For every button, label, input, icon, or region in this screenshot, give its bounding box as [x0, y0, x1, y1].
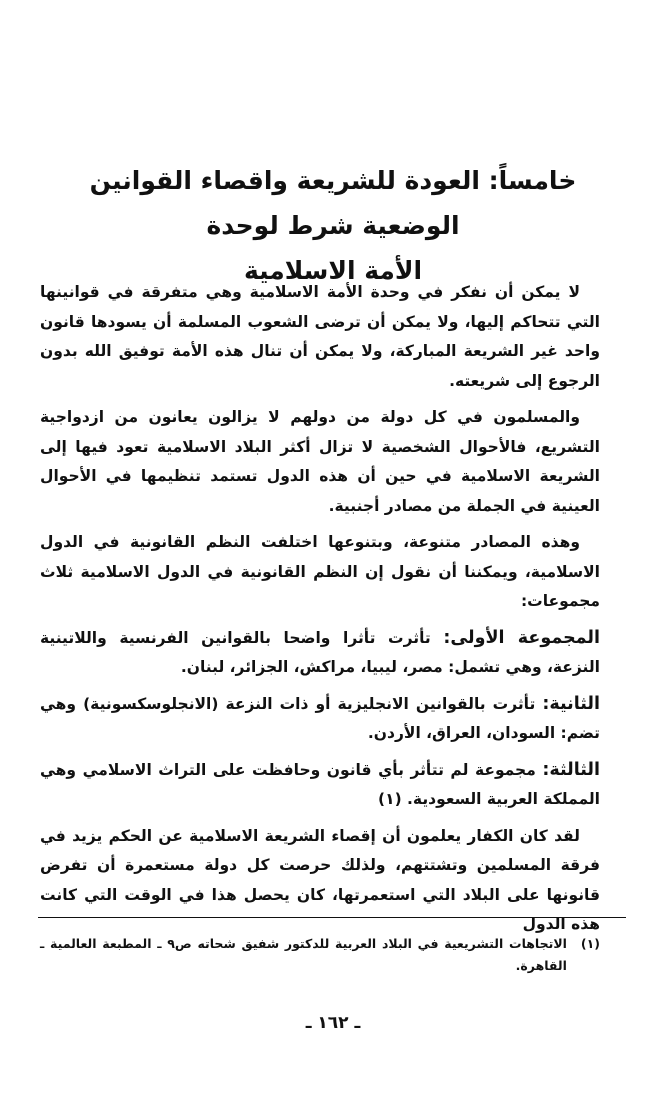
paragraph-3: وهذه المصادر متنوعة، وبتنوعها اختلفت النظم القانونية في الدول الاسلامية، ويمكننا أن نقول إن النظم القانونية في الدول الاسلامية ثلاث مجموعات:: [40, 533, 600, 610]
footnote-divider: [38, 917, 626, 918]
group-3-paragraph: [40, 756, 600, 815]
section-heading: [40, 158, 626, 293]
paragraph-1: لا يمكن أن نفكر في وحدة الأمة الاسلامية وهي متفرقة في قوانينها التي تتحاكم إليها، ولا يمكن أن ترضى الشعوب المسلمة أن يسودها قانون واحد غير الشريعة المباركة، ولا يمكن أن تنال هذه الأمة توفيق الله بدون الرجوع إلى شريعته.: [40, 283, 600, 390]
group-2-text: تأثرت بالقوانين الانجليزية أو ذات النزعة (الانجلوسكسونية) وهي تضم: السودان، العراق، الأردن.: [40, 694, 600, 742]
paragraph-7: لقد كان الكفار يعلمون أن إقصاء الشريعة الاسلامية عن الحكم يزيد في فرقة المسلمين وتشتتهم، ولذلك حرصت كل دولة مستعمرة أن تفرض قانونها على البلاد التي استعمرتها، كان يحصل هذا في الوقت التي كانت هذه الدول: [40, 826, 600, 933]
group-3-title: الثالثة:: [542, 759, 600, 780]
body-text: [40, 278, 600, 947]
heading-line-2: الأمة الاسلامية: [243, 256, 423, 285]
group-1-title: المجموعة الأولى:: [443, 627, 600, 648]
group-1-paragraph: [40, 624, 600, 683]
group-2-paragraph: [40, 690, 600, 749]
footnote: [40, 933, 600, 977]
heading-line-1: [40, 158, 626, 248]
page-number: ـ ١٦٢ ـ: [305, 1013, 361, 1033]
group-1-text: تأثرت تأثرا واضحا بالقوانين الفرنسية واللاتينية النزعة، وهي تشمل: مصر، ليبيا، مراكش، الجزائر، لبنان.: [40, 628, 600, 676]
group-3-text: مجموعة لم تتأثر بأي قانون وحافظت على التراث الاسلامي وهي المملكة العربية السعودية. (١): [40, 760, 600, 808]
heading-title-part-1: العودة للشريعة واقصاء القوانين الوضعية شرط لوحدة: [89, 166, 480, 240]
paragraph-2: والمسلمون في كل دولة من دولهم لا يزالون يعانون من ازدواجية التشريع، فالأحوال الشخصية لا تزال أكثر البلاد الاسلامية تعود فيها إلى الشريعة الاسلامية في حين أن هذه الدول تستمد تنظيمها في الأحوال العينية في الجملة من مصادر أجنبية.: [40, 408, 600, 515]
heading-label: خامساً:: [488, 166, 577, 195]
group-2-title: الثانية:: [542, 693, 600, 714]
footnote-marker: (١): [580, 936, 600, 951]
footnote-text: الاتجاهات التشريعية في البلاد العربية للدكتور شفيق شحاته ص٩ ـ المطبعة العالمية ـ القاهرة.: [40, 936, 567, 973]
